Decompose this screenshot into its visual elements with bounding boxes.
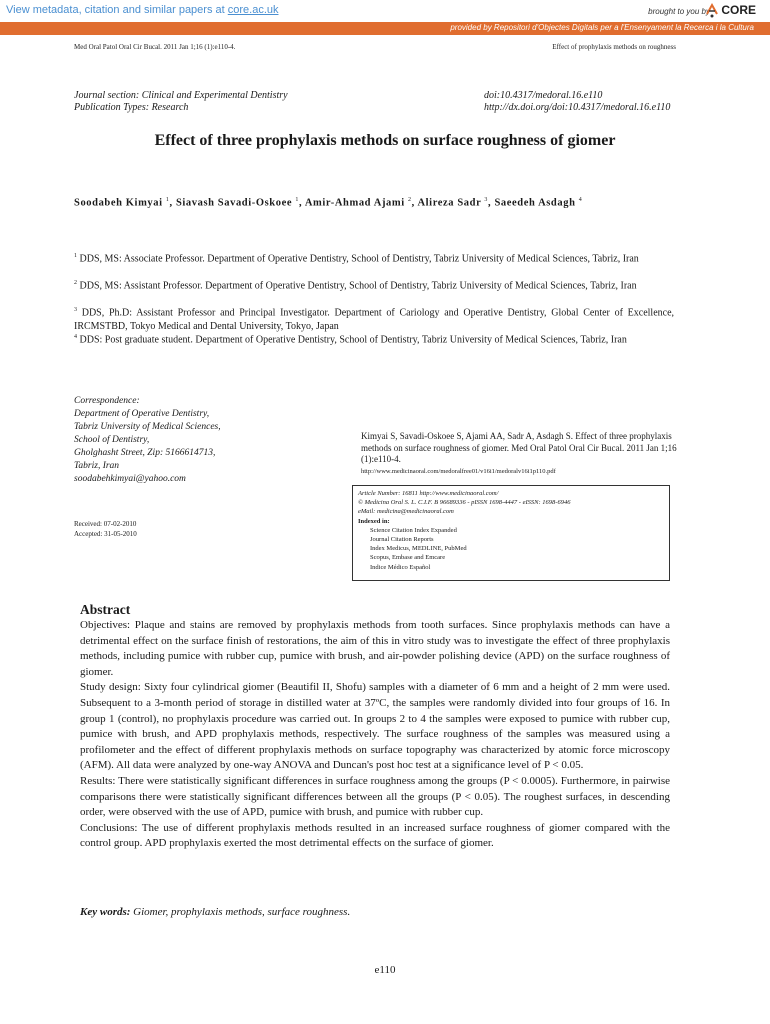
correspondence-label: Correspondence: (74, 396, 140, 406)
index-item: Index Medicus, MEDLINE, PubMed (370, 545, 467, 553)
affiliation-2 (74, 277, 674, 293)
affiliation-sup: 3 (74, 307, 77, 313)
accepted-date: Accepted: 31-05-2010 (74, 530, 137, 538)
abstract-conclusions: Conclusions: The use of different prophylaxis methods resulted in an increased surface roughness of giomer compared with the control group. APD prophylaxis exerted the most detrimental effects on the surface of giomer. (80, 821, 670, 850)
correspondence-email[interactable]: soodabehkimyai@yahoo.com (74, 474, 186, 484)
journal-section-block (74, 90, 288, 114)
core-metadata-link[interactable] (6, 4, 279, 16)
correspondence-line: Tabriz University of Medical Sciences, (74, 422, 221, 432)
page-number: e110 (374, 964, 396, 976)
author-sup: 1 (295, 197, 299, 203)
core-banner (0, 0, 770, 22)
author-name: Saeedeh Asdagh (494, 197, 576, 209)
affiliation-1 (74, 250, 674, 266)
abstract-body (80, 618, 670, 852)
author-name: Siavash Savadi-Oskoee (175, 197, 293, 209)
article-info-box (352, 485, 670, 581)
author-name: Alireza Sadr (417, 197, 482, 209)
affiliation-4 (74, 331, 674, 347)
keywords-text: Giomer, prophylaxis methods, surface roughness. (130, 906, 351, 918)
dates-block (74, 519, 137, 539)
abstract-objectives: Objectives: Plaque and stains are removed by prophylaxis methods from tooth surfaces. Since prophylaxis methods can have a detrimental effect on the surface finish of restorations, the aim of this in vitro study was to investigate the effect of three prophylaxis methods, including pumice with rubber cup, pumice with brush, and air-powder polishing device (APD) on the surface roughness of giomer. (80, 619, 670, 678)
paper-title: Effect of three prophylaxis methods on surface roughness of giomer (154, 132, 616, 149)
abstract-heading: Abstract (80, 602, 131, 617)
author-name: Amir-Ahmad Ajami (304, 197, 405, 209)
affiliation-text: DDS, Ph.D: Assistant Professor and Principal Investigator. Department of Cariology and Operative Dentistry, Global Center of Excellence, IRCMSTBD, Tokyo Medical and Dental University, Tokyo, Japan (74, 307, 675, 332)
core-link-url[interactable]: core.ac.uk (227, 4, 279, 16)
indexed-label: Indexed in: (358, 517, 390, 525)
core-brought-by: brought to you by (648, 7, 710, 16)
correspondence-line: School of Dentistry, (74, 435, 150, 445)
affiliation-sup: 4 (74, 334, 77, 340)
correspondence-line: Department of Operative Dentistry, (74, 409, 210, 419)
copyright-line: © Medicina Oral S. L. C.I.F. B 96689336 - pISSN 1698-4447 - eISSN: 1698-6946 (358, 499, 571, 507)
author-list: Soodabeh Kimyai $^1$, Siavash Savadi-Oskoee $^1$, Amir-Ahmad Ajami $^2$, Alireza Sadr $^3$, Saeedeh Asdagh $^4$ (74, 197, 583, 209)
affiliation-sup: 1 (74, 253, 77, 259)
author-sup: 1 (165, 197, 170, 203)
correspondence-line: Gholghasht Street, Zip: 5166614713, (74, 448, 216, 458)
core-logo[interactable] (705, 1, 756, 19)
article-number: Article Number: 16811 http://www.medicinaoral.com/ (358, 490, 499, 497)
index-item: Science Citation Index Expanded (370, 526, 457, 534)
provided-by-bar (0, 22, 770, 35)
index-item: Scopus, Embase and Emcare (370, 554, 446, 562)
core-link-prefix[interactable]: View metadata, citation and similar papers at (6, 4, 228, 16)
affiliation-sup: 2 (74, 280, 77, 286)
author-sup: 2 (408, 197, 412, 203)
provided-by-text[interactable]: provided by Repositori d'Objectes Digitals per a l'Ensenyament la Recerca i la Cultura (450, 23, 754, 32)
doi-block (484, 90, 670, 114)
running-head-right: Effect of prophylaxis methods on roughness (552, 43, 676, 51)
author-sup: 3 (484, 197, 489, 203)
received-date: Received: 07-02-2010 (74, 520, 137, 528)
citation-url[interactable]: http://www.medicinaoral.com/medoralfree01/v16i1/medoralv16i1p110.pdf (361, 467, 556, 475)
correspondence-block (74, 395, 221, 486)
index-item: Indice Médico Español (370, 563, 431, 571)
correspondence-line: Tabriz, Iran (74, 461, 120, 471)
doi: doi:10.4317/medoral.16.e110 (484, 90, 603, 101)
affiliation-text: DDS, MS: Associate Professor. Department of Operative Dentistry, School of Dentistry, Tabriz University of Medical Sciences, Tabriz, Iran (79, 253, 639, 265)
journal-section: Journal section: Clinical and Experimental Dentistry (74, 90, 288, 101)
affiliation-text: DDS: Post graduate student. Department of Operative Dentistry, School of Dentistry, Tabriz University of Medical Sciences, Tabriz, Iran (79, 334, 627, 346)
core-logo-text: CORE (721, 3, 756, 17)
running-head-left: Med Oral Patol Oral Cir Bucal. 2011 Jan 1;16 (1):e110-4. (74, 43, 236, 51)
email-line: eMail: medicina@medicinaoral.com (358, 508, 454, 516)
affiliation-text: DDS, MS: Assistant Professor. Department of Operative Dentistry, School of Dentistry, Tabriz University of Medical Sciences, Tabriz, Iran (79, 280, 637, 292)
author-sup: 4 (578, 197, 583, 203)
citation-block (361, 431, 677, 477)
publication-type: Publication Types: Research (74, 102, 189, 113)
keywords-label: Key words: (80, 906, 131, 918)
keywords (80, 906, 350, 918)
abstract-results: Results: There were statistically significant differences in surface roughness among the groups (P < 0.0005). Furthermore, in pairwise comparisons there were statistically significant differences between all the groups (P < 0.05). The roughest surfaces, in descending order, were observed with the use of APD, pumice with brush, and pumice with rubber cup. (80, 774, 670, 819)
citation-text: Kimyai S, Savadi-Oskoee S, Ajami AA, Sadr A, Asdagh S. Effect of three prophylaxis methods on surface roughness of giomer. Med Oral Patol Oral Cir Bucal. 2011 Jan 1;16 (1):e110-4. (361, 431, 677, 464)
abstract-study-design: Study design: Sixty four cylindrical giomer (Beautifil II, Shofu) samples with a diameter of 6 mm and a height of 2 mm were used. Subsequent to a 3-month period of storage in distilled water at 37ºC, the samples were randomly divided into four groups of 16. In group 1 (control), no prophylaxis procedure was carried out. In groups 2 to 4 the samples were exposed to pumice with rubber cup, pumice with brush, and APD prophylaxis methods, respectively. The surface roughness of the samples was measured using a profilometer and the effect of different prophylaxis methods on surface topography was characterized by atomic force microscopy (AFM). All data were analyzed by one-way ANOVA and Duncan's post hoc test at a significance level of P < 0.05. (80, 681, 670, 772)
author-name: Soodabeh Kimyai (74, 197, 163, 209)
doi-url[interactable]: http://dx.doi.org/doi:10.4317/medoral.16.e110 (484, 102, 671, 113)
core-logo-icon (705, 2, 719, 18)
affiliation-3 (74, 304, 674, 334)
index-item: Journal Citation Reports (370, 536, 434, 544)
